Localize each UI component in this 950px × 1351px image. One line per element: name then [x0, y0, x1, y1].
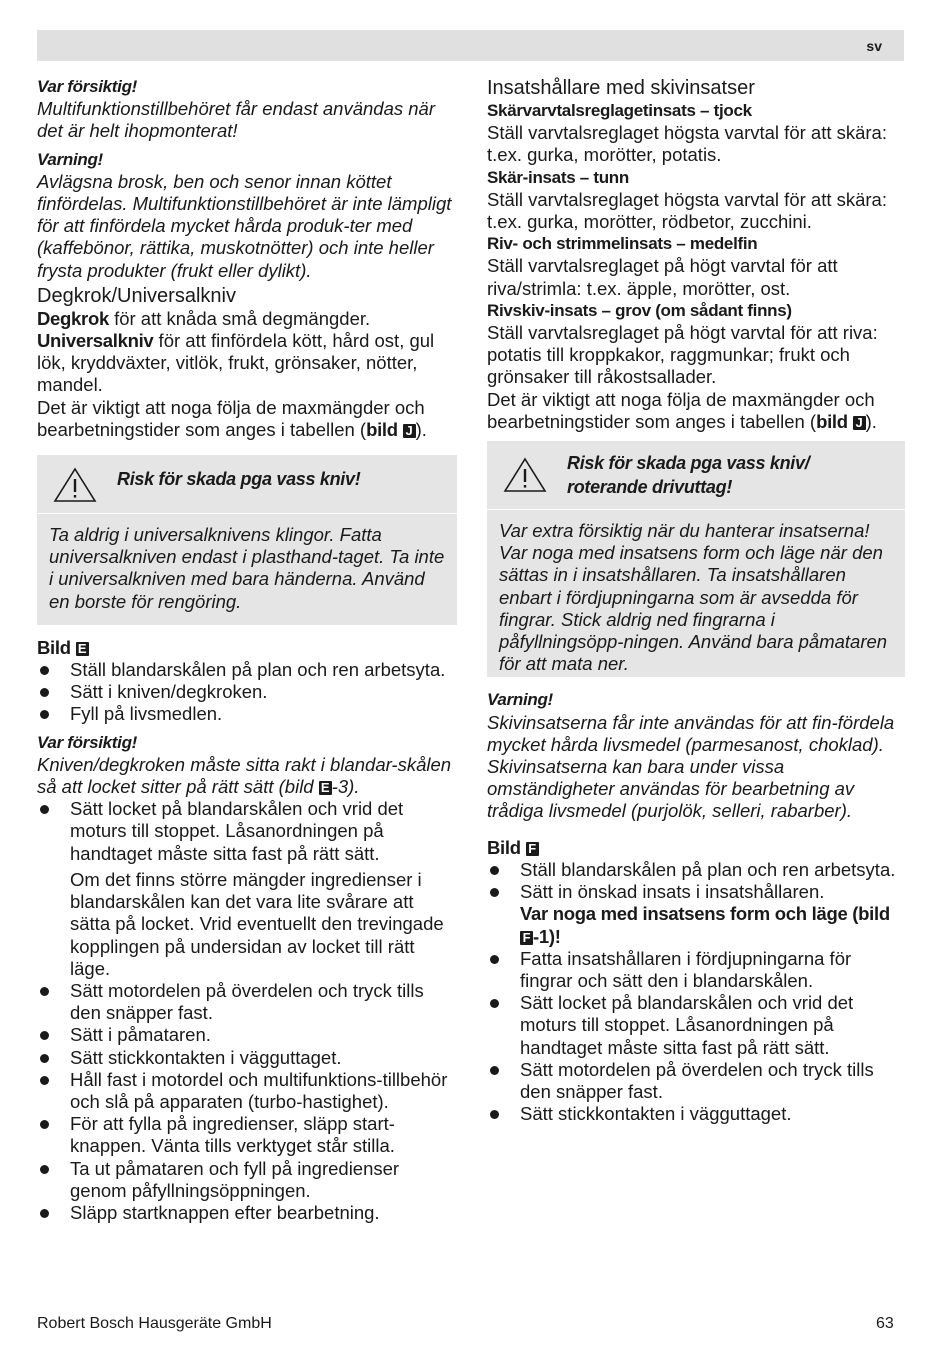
- risk-box-header: [487, 441, 905, 510]
- insert-title: Skär-insats – tunn: [487, 167, 629, 187]
- warning-triangle-icon: [53, 467, 97, 503]
- section-title-degkrok: Degkrok/Universalkniv: [37, 284, 236, 307]
- left-column: [37, 76, 457, 1224]
- insert-title: Riv- och strimmelinsats – medelfin: [487, 234, 758, 254]
- list-item: Håll fast i motordel och multifunktions-tillbehör och slå på apparaten (turbo-hastighet).: [37, 1069, 457, 1113]
- insats-note: [520, 903, 890, 946]
- insert-text: Ställ varvtalsreglaget på högt varvtal för att riva: potatis till kroppkakor, raggmunkar; frukt och grönsaker till råkostsallader.: [487, 322, 878, 388]
- insert-title: Rivskiv-insats – grov (om sådant finns): [487, 300, 792, 320]
- caution-heading: Var försiktig!: [37, 732, 138, 752]
- risk-text: Ta aldrig i universalknivens klingor. Fatta universalkniven endast i plasthand-taget. Ta inte i universalkniven med bara händerna. Använd en borste för rengöring.: [49, 524, 445, 612]
- list-item: För att fylla på ingredienser, släpp start-knappen. Vänta tills verktyget står stilla.: [37, 1113, 457, 1157]
- list-item: Sätt stickkontakten i vägguttaget.: [487, 1103, 905, 1125]
- section-title-insats: Insatshållare med skivinsatser: [487, 77, 755, 99]
- table-note-text: Det är viktigt att noga följa de maxmängder och bearbetningstider som anges i tabellen (: [37, 396, 425, 440]
- universal-paragraph: [37, 330, 457, 397]
- degkrok-label: Degkrok: [37, 307, 109, 329]
- risk-title: Risk för skada pga vass kniv/ roterande drivuttag!: [567, 453, 810, 498]
- right-column: [487, 76, 905, 1125]
- bild-heading: [487, 837, 905, 859]
- insert-title: Skärvarvtalsreglagetinsats – tjock: [487, 101, 752, 120]
- warning-text: Skivinsatserna kan bara under vissa omständigheter användas för bearbetning av trådiga livsmedel (purjolök, selleri, rabarber).: [487, 756, 855, 822]
- list-item: Sätt stickkontakten i vägguttaget.: [37, 1047, 457, 1069]
- insats-note-text: Var noga med insatsens form och läge (bild: [520, 903, 890, 925]
- insert-text: Ställ varvtalsreglaget högsta varvtal för att skära: t.ex. gurka, morötter, potatis.: [487, 122, 887, 166]
- caution-text-main: Kniven/degkroken måste sitta rakt i blandar-skålen så att locket sitter på rätt sätt (bild: [37, 753, 452, 798]
- figure-letter-badge: E: [319, 781, 332, 795]
- caution-text: Multifunktionstillbehöret får endast användas när det är helt ihopmonterat!: [37, 98, 435, 142]
- warning-triangle-icon: [503, 457, 547, 493]
- table-note-bild: bild: [366, 418, 403, 440]
- list-item: Sätt locket på blandarskålen och vrid det moturs till stoppet. Låsanordningen på handtaget måste sitta fast på rätt sätt.: [37, 798, 457, 865]
- table-note: [487, 389, 905, 433]
- warning-text: Avlägsna brosk, ben och senor innan köttet finfördelas. Multifunktionstillbehöret är inte lämpligt för att finfördela mycket hårda produk-ter med (kaffebönor, rättika, muskotnötter) och inte heller frysta produkter (frukt eller dylikt).: [37, 170, 452, 281]
- universal-label: Universalkniv: [37, 330, 154, 352]
- figure-letter-badge: F: [520, 931, 533, 945]
- figure-letter-badge: J: [403, 424, 416, 438]
- risk-text: Var extra försiktig när du hanterar insatserna! Var noga med insatsens form och läge när den sättas in i insatshållaren. Ta insatshållaren enbart i fördjupningarna som är avsedda för fingrar. Stick aldrig ned fingrarna i påfyllningsöpp-ningen. Använd bara påmataren för att mata ner.: [499, 520, 888, 675]
- list-item: Ställ blandarskålen på plan och ren arbetsyta.: [37, 659, 457, 681]
- risk-title: Risk för skada pga vass kniv!: [117, 469, 361, 490]
- bild-label: Bild: [487, 836, 526, 858]
- insert-text: Ställ varvtalsreglaget på högt varvtal för att riva/strimla: t.ex. äpple, morötter, ost.: [487, 255, 838, 299]
- steps-list: [37, 659, 457, 726]
- list-item: Ställ blandarskålen på plan och ren arbetsyta.: [487, 859, 905, 881]
- steps-list: [37, 980, 457, 1224]
- steps-list: [37, 798, 457, 865]
- insats-note-end: -1)!: [533, 925, 561, 947]
- figure-letter-badge: F: [526, 842, 539, 856]
- footer-company: Robert Bosch Hausgeräte GmbH: [37, 1315, 272, 1332]
- warning-text: Skivinsatserna får inte användas för att fin-fördela mycket hårda livsmedel (parmesanost, choklad).: [487, 711, 895, 755]
- insert-text: Ställ varvtalsreglaget högsta varvtal för att skära: t.ex. gurka, morötter, rödbetor, zucchini.: [487, 188, 887, 233]
- figure-letter-badge: E: [76, 642, 89, 656]
- risk-box-header: [37, 455, 457, 514]
- list-item: Fyll på livsmedlen.: [37, 703, 457, 725]
- list-item: Ta ut påmataren och fyll på ingredienser genom påfyllningsöppningen.: [37, 1158, 457, 1202]
- degkrok-text: för att knåda små degmängder.: [108, 307, 371, 329]
- page-number: 63: [876, 1315, 894, 1332]
- table-note: [37, 397, 457, 441]
- risk-box: [487, 441, 905, 677]
- steps-list: [487, 859, 905, 1125]
- list-item: Sätt motordelen på överdelen och tryck tills den snäpper fast.: [37, 980, 457, 1024]
- table-note-end: ).: [865, 410, 877, 432]
- list-item: Släpp startknappen efter bearbetning.: [37, 1202, 457, 1224]
- list-item-text: Sätt in önskad insats i insatshållaren.: [520, 881, 825, 903]
- caution-text: [37, 754, 457, 798]
- figure-letter-badge: J: [853, 416, 866, 430]
- warning-heading: Varning!: [487, 690, 553, 710]
- header-bar: [37, 30, 904, 61]
- list-item: Sätt locket på blandarskålen och vrid det moturs till stoppet. Låsanordningen på handtaget måste sitta fast på rätt sätt.: [487, 992, 905, 1059]
- risk-box: [37, 455, 457, 625]
- list-item: Fatta insatshållaren i fördjupningarna för fingrar och sätt den i blandarskålen.: [487, 948, 905, 992]
- bild-heading: [37, 637, 457, 659]
- table-note-bild: bild: [816, 410, 853, 432]
- table-note-text: Det är viktigt att noga följa de maxmängder och bearbetningstider som anges i tabellen (: [487, 388, 875, 432]
- language-code: sv: [866, 38, 882, 54]
- table-note-end: ).: [415, 418, 427, 440]
- bild-label: Bild: [37, 636, 76, 658]
- list-item: Sätt i kniven/degkroken.: [37, 681, 457, 703]
- list-item: Sätt i påmataren.: [37, 1024, 457, 1046]
- lock-extra-note: Om det finns större mängder ingredienser i blandarskålen kan det vara lite svårare att sätta på locket. Vrid eventuellt den trevingade kopplingen på undersidan av locket till rätt läge.: [70, 868, 444, 979]
- universal-text: för att finfördela kött, hård ost, gul lök, kryddväxter, vitlök, frukt, grönsaker, nötter, mandel.: [37, 330, 435, 396]
- list-item: [487, 881, 905, 948]
- list-item: Sätt motordelen på överdelen och tryck tills den snäpper fast.: [487, 1059, 905, 1103]
- caution-text-end: -3).: [331, 776, 360, 798]
- warning-heading: Varning!: [37, 149, 103, 169]
- degkrok-paragraph: [37, 308, 457, 330]
- caution-heading: Var försiktig!: [37, 77, 138, 96]
